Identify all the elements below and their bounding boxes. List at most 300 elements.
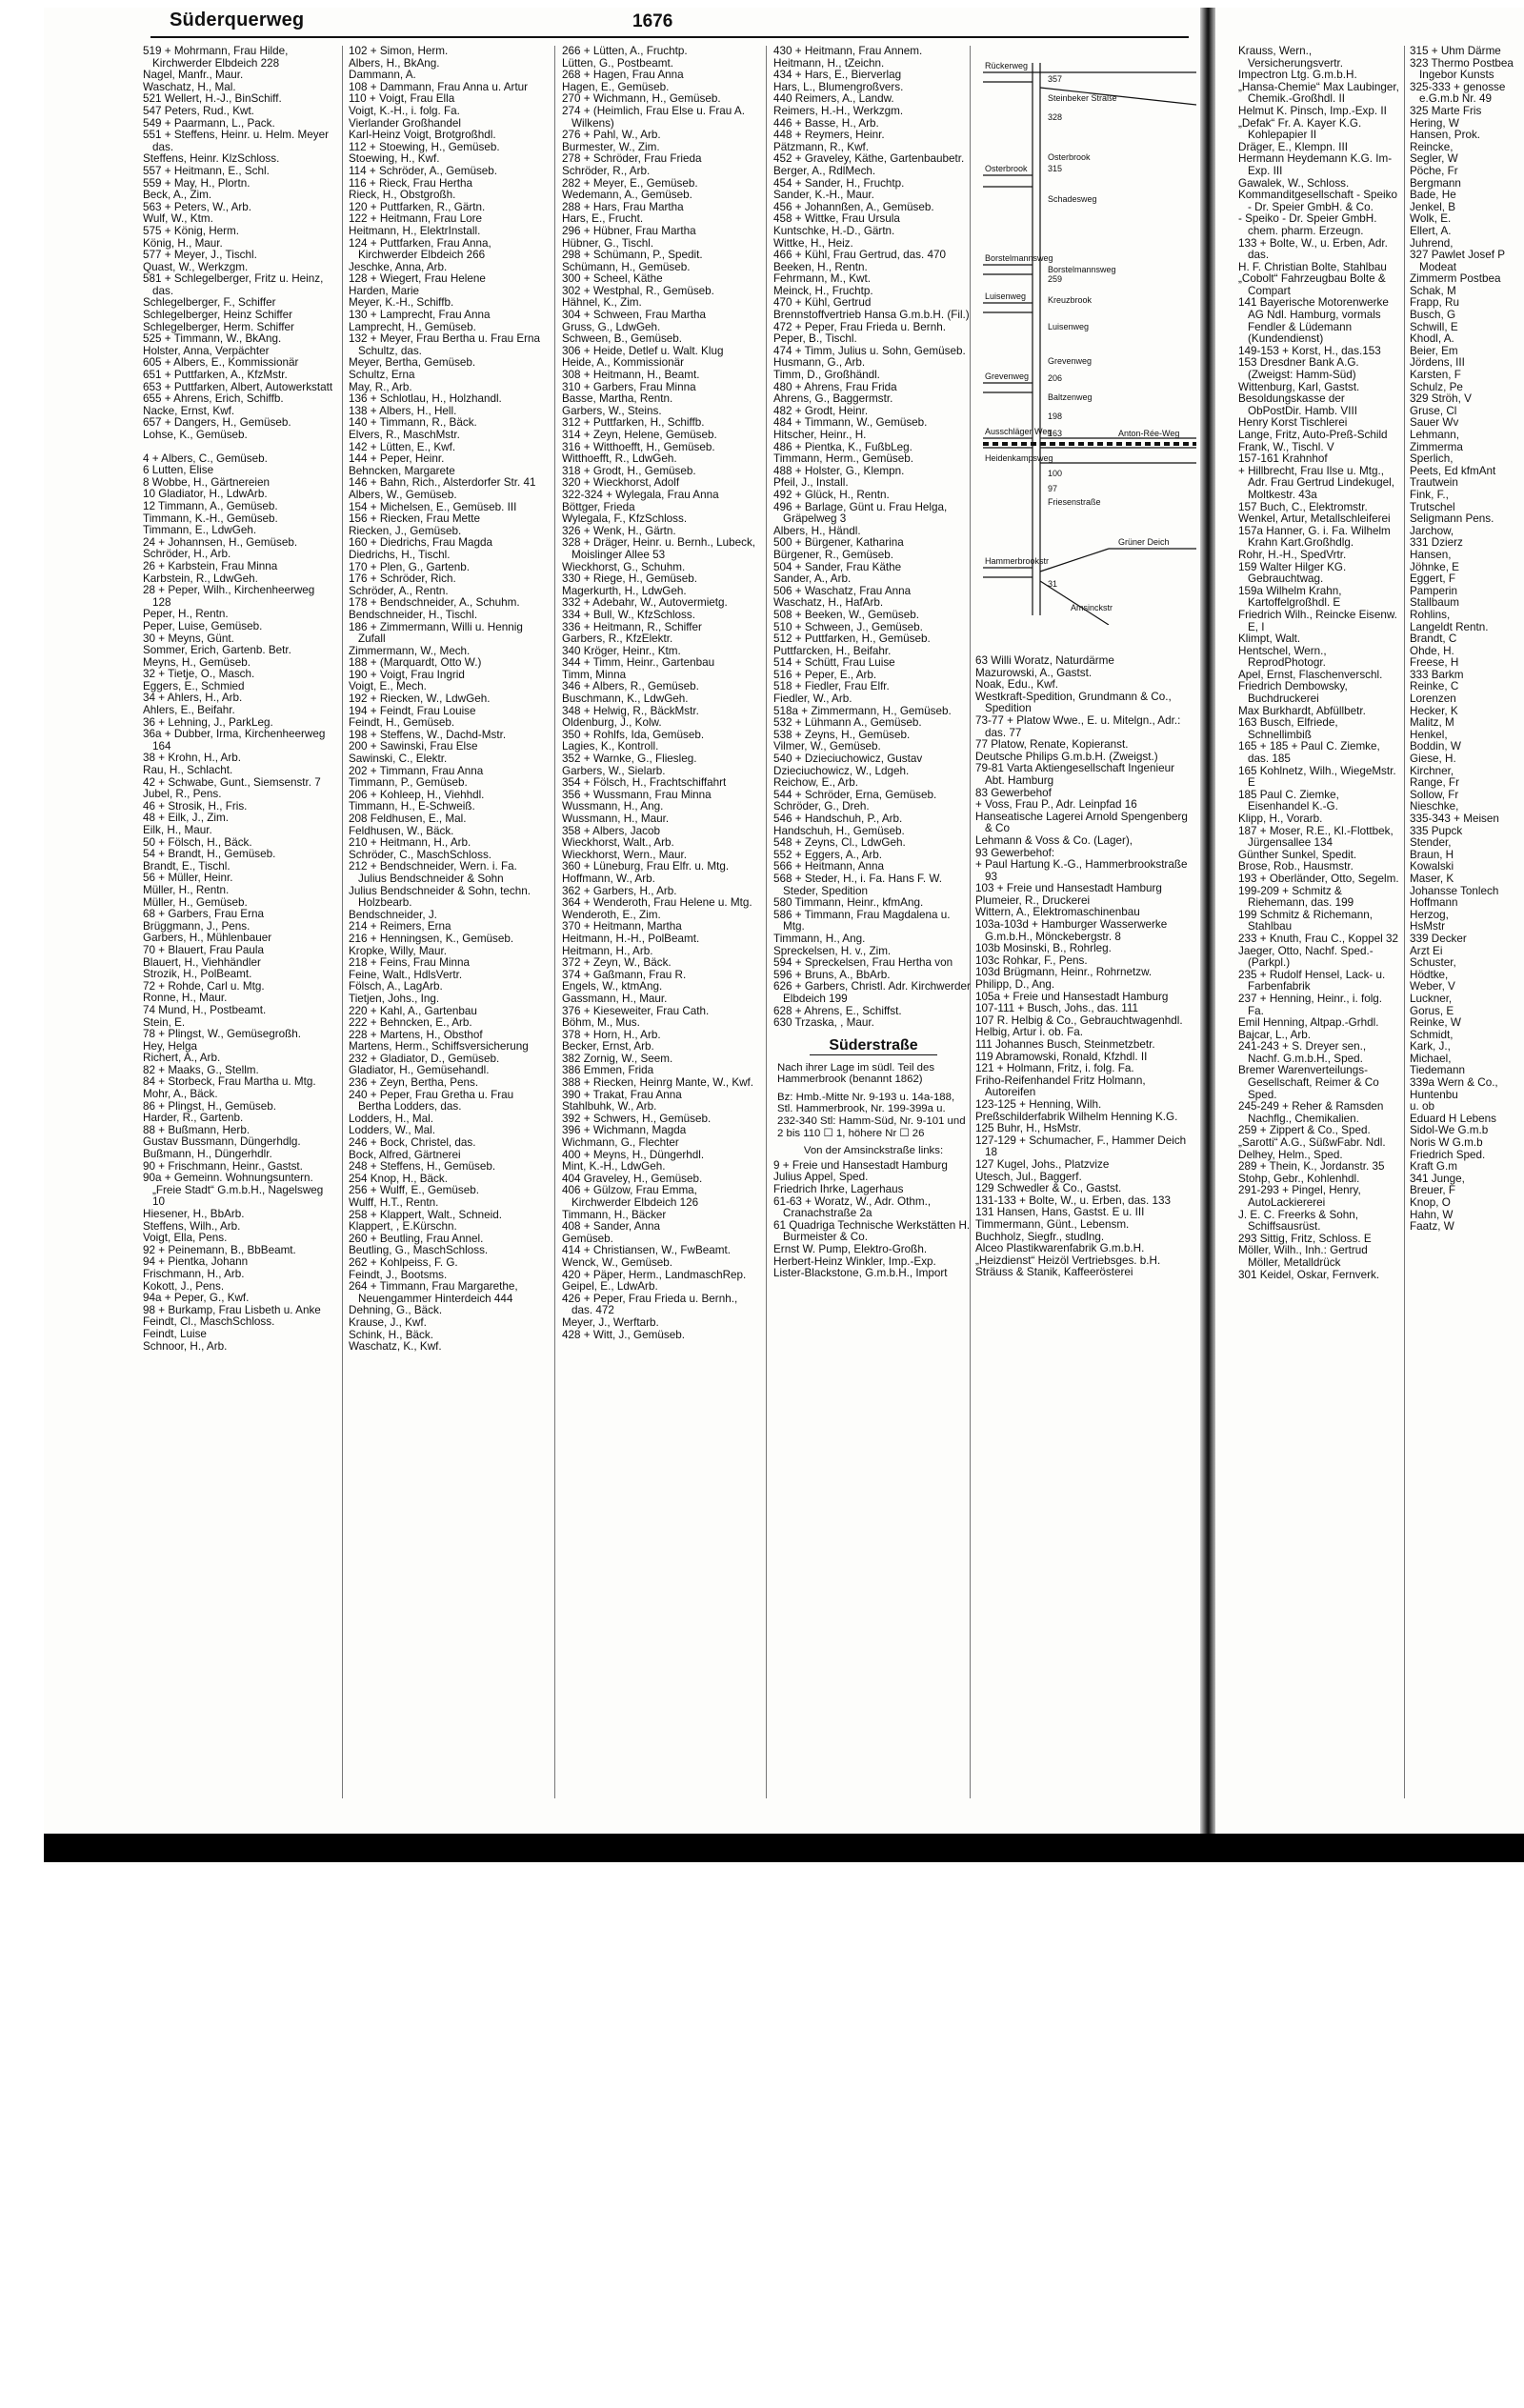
directory-entry: Timmann, H., Bäcker: [562, 1208, 667, 1221]
directory-entry: Meinck, H., Fruchtp.: [773, 284, 873, 297]
directory-entry: Hey, Helga: [143, 1039, 197, 1053]
map-label: Amsinckstr: [1071, 603, 1113, 612]
directory-entry: Sperlich,: [1410, 452, 1454, 466]
directory-entry: Hansen, Prok.: [1410, 129, 1481, 142]
directory-entry: Jördens, III: [1410, 356, 1465, 370]
directory-entry: Burmester, W., Zim.: [562, 140, 660, 153]
book-gutter: [1200, 8, 1215, 1841]
map-side-label: 31: [1048, 579, 1058, 589]
directory-entry: Bock, Alfred, Gärtnerei: [349, 1148, 461, 1161]
directory-entry: Trautwein: [1410, 476, 1458, 490]
map-side-label: Schadesweg: [1048, 194, 1097, 204]
directory-entry: 157a Hanner, G. i. Fa. Wilhelm Krahn Kart.Großhdlg.: [1238, 524, 1391, 550]
directory-column-2: [349, 46, 547, 1798]
directory-entry: Pöche, Fr: [1410, 164, 1458, 177]
directory-entry: Delhey, Helm., Sped.: [1238, 1148, 1343, 1161]
directory-entry: Jarchow,: [1410, 524, 1454, 537]
directory-entry: Wenck, W., Gemüseb.: [562, 1255, 673, 1269]
directory-entry: Klipp, H., Vorarb.: [1238, 813, 1323, 825]
directory-entry: 378 + Horn, H., Arb.: [562, 1028, 661, 1041]
directory-entry: Braun, H: [1410, 848, 1454, 861]
directory-entry: 107 R. Helbig & Co., Gebrauchtwagenhdl.: [975, 1013, 1183, 1027]
directory-entry: 339 Decker: [1410, 932, 1467, 945]
directory-entry: 111 Johannes Busch, Steinmetzbetr.: [975, 1038, 1155, 1051]
entry-gap: [143, 442, 333, 453]
directory-entry: Julius Appel, Sped.: [773, 1171, 869, 1184]
directory-entry: 341 Junge,: [1410, 1172, 1465, 1185]
directory-entry: 274 + (Heimlich, Frau Else u. Frau A. Wilkens): [562, 104, 745, 130]
directory-entry: 496 + Barlage, Günt u. Frau Helga, Gräpelweg 3: [773, 500, 948, 526]
directory-entry: 153 Dresdner Bank A.G. (Zweigst: Hamm-Süd): [1238, 356, 1359, 382]
directory-entry: 90a + Gemeinn. Wohnungsuntern. „Freie Stadt“ G.m.b.H., Nagelsweg 10: [143, 1172, 324, 1209]
map-label: Osterbrook: [985, 164, 1028, 173]
directory-entry: 103 + Freie und Hansestadt Hamburg: [975, 882, 1162, 895]
directory-entry: 241-243 + S. Dreyer sen., Nachf. G.m.b.H., Sped.: [1238, 1040, 1367, 1065]
directory-entry: Dammann, A.: [349, 69, 416, 82]
directory-entry: Voigt, Ella, Pens.: [143, 1232, 228, 1245]
directory-entry: 428 + Witt, J., Gemüseb.: [562, 1328, 685, 1341]
directory-entry: Apel, Ernst, Flaschenverschl.: [1238, 668, 1383, 681]
street-title: Süderstraße: [810, 1037, 936, 1055]
directory-entry: Friedrich Dembowsky, Buchdruckerei: [1238, 680, 1348, 706]
directory-entry: 199 Schmitz & Richemann, Stahlbau: [1238, 908, 1373, 933]
directory-entry: Magerkurth, H., LdwGeh.: [562, 584, 687, 597]
directory-entry: 38 + Krohn, H., Arb.: [143, 752, 241, 765]
directory-entry: Rau, H., Schlacht.: [143, 764, 233, 777]
directory-entry: 233 + Knuth, Frau C., Koppel 32: [1238, 932, 1398, 945]
directory-entry: 332 + Adebahr, W., Autovermietg.: [562, 596, 728, 610]
directory-entry: 605 + Albers, E., Kommissionär: [143, 356, 299, 370]
directory-entry: Vilmer, W., Gemüseb.: [773, 740, 881, 753]
directory-entry: Lister-Blackstone, G.m.b.H., Import: [773, 1267, 948, 1280]
directory-entry: 335 Pupck: [1410, 824, 1463, 837]
directory-entry: Philipp, D., Ang.: [975, 978, 1055, 992]
directory-entry: Timm, Minna: [562, 668, 627, 681]
directory-entry: Geipel, E., LdwArb.: [562, 1280, 658, 1294]
directory-entry: Busch, G: [1410, 309, 1456, 322]
directory-entry: Freese, H: [1410, 656, 1459, 670]
directory-entry: Wittern, A., Elektromaschinenbau: [975, 906, 1140, 919]
directory-entry: 98 + Burkamp, Frau Lisbeth u. Anke: [143, 1303, 321, 1316]
directory-entry: Schümann, H., Gemüseb.: [562, 260, 691, 273]
directory-entry: 12 Timmann, A., Gemüseb.: [143, 499, 278, 512]
directory-entry: Gassmann, H., Maur.: [562, 992, 668, 1005]
directory-entry: Eggert, F: [1410, 572, 1456, 586]
directory-entry: Wichmann, G., Flechter: [562, 1136, 679, 1150]
directory-entry: Pamperin: [1410, 584, 1458, 597]
directory-entry: 470 + Kühl, Gertrud: [773, 296, 872, 310]
directory-entry: Peets, Ed kfmAnt: [1410, 464, 1496, 477]
directory-entry: Friho-Reifenhandel Fritz Holmann, Autoreifen: [975, 1074, 1146, 1099]
directory-entry: 176 + Schröder, Rich.: [349, 572, 456, 586]
directory-entry: 488 + Holster, G., Klempn.: [773, 464, 905, 477]
directory-entry: Nagel, Manfr., Maur.: [143, 69, 244, 82]
directory-entry: 577 + Meyer, J., Tischl.: [143, 249, 257, 262]
directory-entry: Range, Fr: [1410, 776, 1459, 790]
directory-entry: Huntenbu: [1410, 1088, 1458, 1101]
directory-entry: 360 + Lüneburg, Frau Elfr. u. Mtg.: [562, 860, 730, 873]
directory-entry: 519 + Mohrmann, Frau Hilde, Kirchwerder Elbdeich 228: [143, 46, 289, 70]
directory-entry: Fölsch, A., LagArb.: [349, 980, 443, 993]
directory-entry: 310 + Garbers, Frau Minna: [562, 380, 696, 393]
directory-entry: Heitmann, H., ElektrInstall.: [349, 224, 481, 237]
directory-entry: Sauer Wv: [1410, 416, 1459, 430]
directory-entry: Noris W G.m.b: [1410, 1136, 1483, 1150]
directory-entry: 68 + Garbers, Frau Erna: [143, 908, 264, 921]
directory-entry: 474 + Timm, Julius u. Sohn, Gemüseb.: [773, 344, 966, 357]
directory-entry: 456 + Johannßen, A., Gemüseb.: [773, 200, 934, 213]
street-description: Nach ihrer Lage im südl. Teil des Hammerbrook (benannt 1862): [777, 1061, 935, 1086]
directory-entry: + Paul Hartung K.-G., Hammerbrookstraße 93: [975, 858, 1188, 883]
directory-entry: 77 Platow, Renate, Kopieranst.: [975, 738, 1129, 752]
directory-entry: Müller, H., Gemüseb.: [143, 895, 248, 909]
directory-entry: 546 + Handschuh, P., Arb.: [773, 813, 903, 825]
directory-entry: 8 Wobbe, H., Gärtnereien: [143, 475, 270, 489]
directory-entry: Heitmann, H.-H., PolBeamt.: [562, 932, 700, 945]
directory-entry: Lorenzen: [1410, 692, 1456, 706]
directory-entry: 138 + Albers, H., Hell.: [349, 404, 457, 417]
directory-entry: Ohde, H.: [1410, 644, 1454, 657]
directory-entry: 293 Sittig, Fritz, Schloss. E: [1238, 1232, 1372, 1245]
directory-entry: Julius Bendschneider & Sohn, techn. Holzbearb.: [349, 884, 531, 910]
directory-entry: 26 + Karbstein, Frau Minna: [143, 559, 278, 572]
directory-entry: 264 + Timmann, Frau Margarethe, Neuengammer Hinterdeich 444: [349, 1280, 518, 1305]
directory-entry: 127-129 + Schumacher, F., Hammer Deich 18: [975, 1134, 1187, 1159]
directory-entry: Meyer, K.-H., Schiffb.: [349, 296, 454, 310]
directory-entry: Garbers, H., Mühlenbauer: [143, 932, 272, 945]
directory-entry: 340 Kröger, Heinr., Ktm.: [562, 644, 681, 657]
directory-entry: Reincke,: [1410, 140, 1454, 153]
directory-entry: Klappert, , E.Kürschn.: [349, 1220, 457, 1234]
directory-entry: 557 + Heitmann, E., Schl.: [143, 164, 270, 177]
directory-entry: 404 Graveley, H., Gemüseb.: [562, 1172, 703, 1185]
directory-entry: 108 + Dammann, Frau Anna u. Artur: [349, 80, 529, 93]
map-label: Grevenweg: [985, 371, 1030, 381]
directory-entry: Segler, W: [1410, 152, 1458, 166]
directory-entry: 198 + Steffens, W., Dachd-Mstr.: [349, 728, 507, 741]
directory-entry: 103b Mosinski, B., Rohrleg.: [975, 942, 1112, 955]
directory-entry: Wedemann, A., Gemüseb.: [562, 189, 692, 202]
directory-entry: 301 Keidel, Oskar, Fernverk.: [1238, 1268, 1380, 1281]
directory-entry: Max Burkhardt, Abfüllbetr.: [1238, 704, 1366, 717]
column-rule: [1404, 46, 1405, 1798]
directory-entry: Johansse Tonlech: [1410, 884, 1499, 897]
directory-entry: 331 Dzierz: [1410, 536, 1463, 550]
directory-entry: 538 + Zeyns, H., Gemüseb.: [773, 728, 911, 741]
directory-entry: Sommer, Erich, Gartenb. Betr.: [143, 644, 291, 657]
directory-entry: 322-324 + Wylegala, Frau Anna: [562, 488, 719, 501]
directory-entry: Wieckhorst, Wern., Maur.: [562, 848, 687, 861]
street-district-info: Bz: Hmb.-Mitte Nr. 9-193 u. 14a-188, Stl. Hammerbrook, Nr. 199-399a u. 232-340 Stl: Hamm-Süd, Nr. 9-101 und 2 bis 110 ☐ 1, höhere Nr ☐ 26: [777, 1091, 966, 1139]
directory-entry: 48 + Eilk, J., Zim.: [143, 812, 229, 825]
directory-entry: 192 + Riecken, W., LdwGeh.: [349, 692, 491, 706]
directory-entry: Gemüseb.: [562, 1232, 613, 1245]
directory-entry: Wenkel, Artur, Metallschleiferei: [1238, 512, 1391, 526]
directory-entry: Frischmann, H., Arb.: [143, 1267, 245, 1280]
directory-entry: Müller, H., Rentn.: [143, 883, 230, 896]
directory-entry: 316 + Witthoefft, H., Gemüseb.: [562, 440, 715, 453]
directory-entry: Jenkel, B: [1410, 200, 1456, 213]
directory-entry: 306 + Heide, Detlef u. Walt. Klug: [562, 344, 724, 357]
directory-entry: 94a + Peper, G., Kwf.: [143, 1292, 250, 1305]
directory-entry: 586 + Timmann, Frau Magdalena u. Mtg.: [773, 908, 951, 933]
directory-entry: 206 + Kohleep, H., Viehhdl.: [349, 788, 485, 801]
directory-entry: Ronne, H., Maur.: [143, 992, 228, 1005]
directory-entry: Buchholz, Siegfr., studlng.: [975, 1230, 1105, 1243]
directory-entry: Hanseatische Lagerei Arnold Spengenberg & Co: [975, 810, 1188, 835]
directory-entry: Schröder, G., Dreh.: [773, 800, 870, 813]
directory-entry: 214 + Reimers, Erna: [349, 920, 451, 933]
directory-entry: 254 Knop, H., Bäck.: [349, 1172, 448, 1185]
directory-entry: Ahlers, E., Beifahr.: [143, 704, 235, 717]
directory-entry: 653 + Puttfarken, Albert, Autowerkstatt: [143, 380, 333, 393]
directory-entry: Dzieciuchowicz, W., Ldgeh.: [773, 764, 910, 777]
directory-entry: 372 + Zeyn, W., Bäck.: [562, 956, 672, 970]
directory-entry: 552 + Eggers, A., Arb.: [773, 848, 883, 861]
directory-entry: 532 + Lühmann A., Gemüseb.: [773, 716, 922, 730]
directory-entry: 655 + Ahrens, Erich, Schiffb.: [143, 392, 284, 406]
directory-entry: 335-343 + Meisen: [1410, 813, 1499, 825]
directory-entry: Sidol-We G.m.b: [1410, 1124, 1489, 1137]
directory-entry: 568 + Steder, H., i. Fa. Hans F. W. Steder, Spedition: [773, 872, 943, 897]
map-side-label: 198: [1048, 411, 1063, 421]
directory-entry: 30 + Meyns, Günt.: [143, 632, 234, 645]
directory-entry: Pfeil, J., Install.: [773, 476, 849, 490]
directory-entry: Besoldungskasse der ObPostDir. Hamb. VIII: [1238, 392, 1357, 417]
directory-entry: Wittke, H., Heiz.: [773, 236, 853, 250]
directory-entry: 83 Gewerbehof: [975, 786, 1052, 799]
map-side-label: Baltzenweg: [1048, 392, 1093, 402]
directory-entry: 414 + Christiansen, W., FwBeamt.: [562, 1244, 732, 1257]
directory-entry: Feindt, Luise: [143, 1327, 207, 1340]
directory-entry: Elvers, R., MaschMstr.: [349, 429, 460, 441]
directory-entry: 388 + Riecken, Heinrg Mante, W., Kwf.: [562, 1076, 754, 1090]
directory-entry: 122 + Heitmann, Frau Lore: [349, 212, 483, 226]
directory-entry: Rohr, H.-H., SpedVrtr.: [1238, 548, 1347, 561]
directory-entry: 358 + Albers, Jacob: [562, 824, 660, 837]
map-label: Heidenkampsweg: [985, 453, 1053, 463]
directory-entry: 282 + Meyer, E., Gemüseb.: [562, 176, 698, 190]
directory-entry: 102 + Simon, Herm.: [349, 46, 449, 57]
directory-entry: Impectron Ltg. G.m.b.H.: [1238, 69, 1357, 82]
directory-entry: Wittenburg, Karl, Gastst.: [1238, 380, 1360, 393]
map-side-label: 357: [1048, 74, 1063, 84]
directory-entry: Lodders, W., Mal.: [349, 1124, 435, 1137]
directory-entry: 124 + Puttfarken, Frau Anna, Kirchwerder Elbdeich 266: [349, 236, 491, 262]
directory-entry: Tietjen, Johs., Ing.: [349, 992, 440, 1005]
directory-entry: 130 + Lamprecht, Frau Anna: [349, 309, 491, 322]
directory-entry: Jeschke, Anna, Arb.: [349, 260, 448, 273]
directory-entry: Schröder, R., Arb.: [562, 164, 651, 177]
directory-entry: Hars, L., Blumengroßvers.: [773, 80, 904, 93]
street-map-diagram: [975, 53, 1196, 625]
directory-entry: 232 + Gladiator, D., Gemüseb.: [349, 1052, 500, 1065]
directory-entry: 318 + Grodt, H., Gemüseb.: [562, 464, 696, 477]
directory-entry: 165 + 185 + Paul C. Ziemke, das. 185: [1238, 740, 1380, 766]
directory-entry: + Voss, Frau P., Adr. Leinpfad 16: [975, 798, 1137, 812]
map-label: Grüner Deich: [1118, 537, 1170, 547]
directory-entry: Hagen, E., Gemüseb.: [562, 80, 670, 93]
directory-entry: Nacke, Ernst, Kwf.: [143, 404, 235, 417]
directory-entry: Witthoefft, R., LdwGeh.: [562, 452, 677, 466]
map-label: Hammerbrookstr: [985, 556, 1050, 566]
directory-entry: Wussmann, H., Maur.: [562, 813, 670, 825]
directory-entry: 4 + Albers, C., Gemüseb.: [143, 452, 268, 465]
directory-entry: Weber, V: [1410, 980, 1455, 993]
directory-entry: 154 + Michelsen, E., Gemüseb. III: [349, 500, 517, 513]
directory-entry: 514 + Schütt, Frau Luise: [773, 656, 895, 670]
directory-entry: 270 + Wichmann, H., Gemüseb.: [562, 92, 721, 106]
directory-entry: Albers, H., BkAng.: [349, 56, 440, 70]
directory-entry: Bendschneider, J.: [349, 908, 437, 921]
directory-entry: 103d Brügmann, Heinr., Rohrnetzw.: [975, 966, 1153, 979]
directory-entry: 144 + Peper, Heinr.: [349, 452, 445, 466]
directory-column-6: [1238, 46, 1400, 1798]
directory-entry: 200 + Sawinski, Frau Else: [349, 740, 478, 753]
column-4b-entries: [773, 1160, 973, 1280]
directory-column-1: [143, 46, 333, 1798]
directory-entry: Timmermann, Günt., Lebensm.: [975, 1217, 1130, 1231]
directory-entry: 24 + Johannsen, H., Gemüseb.: [143, 535, 298, 549]
directory-entry: Albers, W., Gemüseb.: [349, 488, 457, 501]
directory-entry: Schuster,: [1410, 956, 1456, 970]
directory-entry: 518 + Fiedler, Frau Elfr.: [773, 680, 890, 693]
map-side-label: 206: [1048, 373, 1063, 383]
directory-entry: 256 + Wulff, E., Gemüseb.: [349, 1184, 479, 1197]
directory-entry: Hitscher, Heinr., H.: [773, 429, 867, 441]
directory-entry: 103a-103d + Hamburger Wasserwerke G.m.b.H., Mönckebergstr. 8: [975, 918, 1168, 943]
directory-entry: 36 + Lehning, J., ParkLeg.: [143, 715, 273, 729]
directory-entry: Frank, W., Tischl. V: [1238, 440, 1334, 453]
directory-entry: Utesch, Jul., Baggerf.: [975, 1170, 1082, 1183]
map-side-label: Friesenstraße: [1048, 497, 1101, 507]
directory-entry: Rohlins,: [1410, 608, 1451, 621]
directory-entry: 61 Quadriga Technische Werkstätten H. Burmeister & Co.: [773, 1218, 971, 1244]
directory-entry: Wolk, E.: [1410, 212, 1452, 226]
directory-entry: Becker, Ernst, Arb.: [562, 1040, 654, 1054]
directory-entry: Bergmann: [1410, 176, 1461, 190]
directory-entry: 300 + Scheel, Käthe: [562, 272, 663, 286]
directory-entry: 107-111 + Busch, Johs., das. 111: [975, 1002, 1138, 1015]
directory-entry: Fehrmann, M., Kwt.: [773, 272, 871, 286]
directory-entry: Richert, A., Arb.: [143, 1052, 221, 1065]
directory-entry: 302 + Westphal, R., Gemüseb.: [562, 284, 714, 297]
directory-entry: Henry Korst Tischlerei: [1238, 416, 1348, 430]
directory-entry: Plumeier, R., Druckerei: [975, 893, 1091, 907]
directory-entry: 42 + Schwabe, Gunt., Siemsenstr. 7: [143, 775, 321, 789]
directory-entry: Stoewing, H., Kwf.: [349, 152, 440, 166]
directory-entry: 157-161 Krahnhof: [1238, 452, 1328, 466]
directory-entry: 54 + Brandt, H., Gemüseb.: [143, 848, 276, 861]
directory-entry: Sander, A., Arb.: [773, 572, 852, 586]
directory-entry: Timmann, E., LdwGeh.: [143, 524, 257, 537]
directory-entry: Kirchner,: [1410, 764, 1454, 777]
map-street-diagonal: [1040, 549, 1109, 572]
directory-entry: Berger, A., RdlMech.: [773, 164, 876, 177]
directory-entry: Hoffmann, W., Arb.: [562, 872, 655, 885]
directory-entry: Albers, H., Händl.: [773, 524, 861, 537]
directory-entry: Friedrich Sped.: [1410, 1148, 1486, 1161]
directory-entry: Kark, J.,: [1410, 1040, 1451, 1054]
directory-entry: 549 + Paarmann, L., Pack.: [143, 116, 275, 130]
map-side-label: Grevenweg: [1048, 356, 1093, 366]
directory-entry: Kokott, J., Pens.: [143, 1279, 225, 1293]
directory-entry: 544 + Schröder, Erna, Gemüseb.: [773, 788, 937, 801]
directory-entry: Gladiator, H., Gemüsehandl.: [349, 1064, 490, 1077]
directory-entry: 116 + Rieck, Frau Hertha: [349, 176, 473, 190]
directory-entry: 93 Gewerbehof:: [975, 846, 1055, 859]
directory-entry: 521 Wellert, H.-J., BinSchiff.: [143, 92, 282, 106]
directory-entry: Wieckhorst, Walt., Arb.: [562, 836, 674, 850]
directory-entry: Beier, Em: [1410, 344, 1458, 357]
directory-entry: 596 + Bruns, A., BbArb.: [773, 968, 891, 981]
directory-entry: 245-249 + Reher & Ramsden Nachflg., Chemikalien.: [1238, 1100, 1384, 1125]
map-label: Rückerweg: [985, 61, 1029, 70]
directory-entry: Jubel, R., Pens.: [143, 788, 222, 801]
directory-entry: Schröder, H., Arb.: [143, 548, 231, 561]
directory-entry: 131-133 + Bolte, W., u. Erben, das. 133: [975, 1194, 1171, 1207]
directory-entry: 36a + Dubber, Irma, Kirchenheerweg 164: [143, 728, 326, 752]
directory-entry: 510 + Schween, J., Gemüseb.: [773, 620, 923, 633]
street-direction-note: Von der Amsinckstraße links:: [803, 1145, 944, 1157]
directory-entry: Beutling, G., MaschSchloss.: [349, 1244, 489, 1257]
directory-entry: 185 Paul C. Ziemke, Eisenhandel K.-G.: [1238, 788, 1339, 813]
map-label: Luisenweg: [985, 291, 1027, 301]
directory-entry: Gawalek, W., Schloss.: [1238, 176, 1350, 190]
directory-entry: Timmann, H., E-Schweiß.: [349, 800, 475, 813]
directory-entry: 382 Zornig, W., Seem.: [562, 1052, 673, 1065]
directory-entry: Beck, A., Zim.: [143, 189, 212, 202]
directory-entry: Buschmann, K., LdwGeh.: [562, 692, 689, 706]
directory-entry: 323 Thermo Postbea Ingebor Kunsts: [1410, 56, 1514, 82]
directory-entry: Eggers, E., Schmied: [143, 679, 245, 692]
directory-entry: „Heizdienst“ Heizöl Vertriebsges. b.H.: [975, 1254, 1161, 1267]
directory-entry: Steffens, Wilh., Arb.: [143, 1219, 241, 1233]
directory-entry: Lamprecht, H., Gemüseb.: [349, 320, 476, 333]
directory-entry: 334 + Bull, W., KfzSchloss.: [562, 608, 695, 621]
directory-entry: Brandt, E., Tischl.: [143, 859, 231, 873]
directory-entry: 651 + Puttfarken, A., KfzMstr.: [143, 369, 288, 382]
directory-entry: Bajcar, L., Arb.: [1238, 1028, 1312, 1041]
directory-entry: 228 + Martens, H., Obsthof: [349, 1028, 483, 1041]
directory-entry: 210 + Heitmann, H., Arb.: [349, 836, 471, 850]
directory-entry: Nieschke,: [1410, 800, 1459, 813]
directory-entry: Fiedler, W., Arb.: [773, 692, 852, 706]
directory-entry: 304 + Schween, Frau Martha: [562, 309, 707, 322]
running-header: [150, 10, 1189, 38]
directory-entry: 559 + May, H., Plortn.: [143, 176, 251, 190]
directory-entry: 288 + Hars, Frau Martha: [562, 200, 684, 213]
directory-entry: 356 + Wussmann, Frau Minna: [562, 788, 712, 801]
directory-entry: 312 + Puttfarken, H., Schiffb.: [562, 416, 705, 430]
directory-entry: Wylegala, F., KfzSchloss.: [562, 512, 688, 526]
directory-entry: Krause, J., Kwf.: [349, 1315, 427, 1329]
directory-entry: Hars, E., Frucht.: [562, 212, 644, 226]
directory-entry: 136 + Schlotlau, H., Holzhandl.: [349, 392, 502, 406]
directory-entry: 339a Wern & Co.,: [1410, 1076, 1498, 1090]
directory-entry: 146 + Bahn, Rich., Alsterdorfer Str. 41: [349, 476, 536, 490]
directory-entry: 344 + Timm, Heinr., Gartenbau: [562, 656, 715, 670]
directory-entry: 32 + Tietje, O., Masch.: [143, 668, 255, 681]
directory-entry: 121 + Holmann, Fritz, i. folg. Fa.: [975, 1062, 1134, 1075]
directory-entry: Bremer Warenverteilungs-Gesellschaft, Reimer & Co Sped.: [1238, 1064, 1379, 1101]
directory-entry: Hödtke,: [1410, 968, 1449, 981]
directory-entry: Lodders, H., Mal.: [349, 1112, 433, 1125]
directory-entry: 50 + Fölsch, H., Bäck.: [143, 835, 252, 849]
directory-entry: Breuer, F: [1410, 1184, 1456, 1197]
directory-entry: Helmut K. Pinsch, Imp.-Exp. II: [1238, 104, 1387, 117]
directory-entry: 248 + Steffens, H., Gemüseb.: [349, 1160, 496, 1174]
